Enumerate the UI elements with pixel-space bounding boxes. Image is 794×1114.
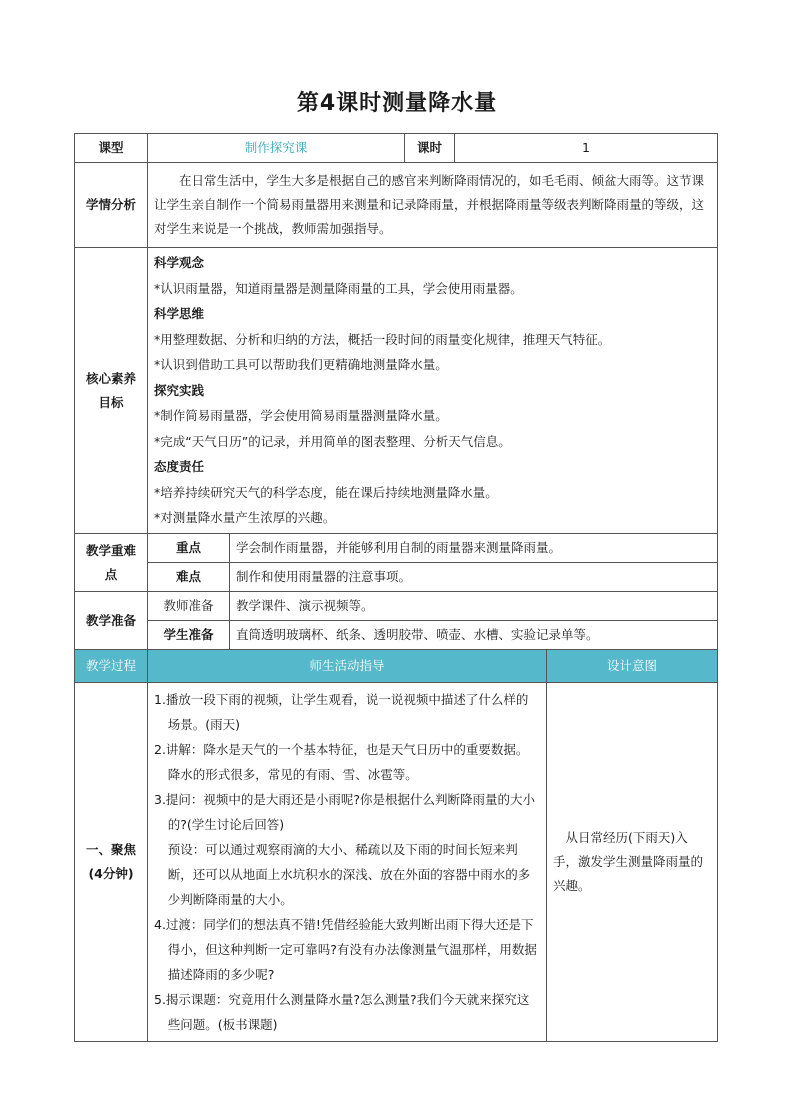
student-prep-row <box>75 621 718 650</box>
analysis-label: 学情分析 <box>75 163 148 248</box>
teacher-prep-label: 教师准备 <box>148 592 230 621</box>
student-prep-text: 直筒透明玻璃杯、纸条、透明胶带、喷壶、水槽、实验记录单等。 <box>230 621 718 650</box>
core-heading-thinking: 科学思维 <box>154 306 205 322</box>
key-row <box>75 534 718 563</box>
core-item: *认识到借助工具可以帮助我们更精确地测量降水量。 <box>154 357 448 373</box>
period-label: 课时 <box>405 134 455 163</box>
core-item: *完成“天气日历”的记录，并用简单的图表整理、分析天气信息。 <box>154 433 511 449</box>
stage-1-row <box>75 683 718 1042</box>
stage-1-step: 2.讲解：降水是天气的一个基本特征，也是天气日历中的重要数据。降水的形式很多，常见的有雨、雪、冰雹等。 <box>154 742 529 782</box>
stage-1-step: 5.揭示课题：究竟用什么测量降水量?怎么测量?我们今天就来探究这些问题。(板书课题) <box>154 992 530 1032</box>
teacher-prep-text: 教学课件、演示视频等。 <box>230 592 718 621</box>
process-col3-header: 设计意图 <box>547 650 718 683</box>
stage-1-title: 一、聚焦 <box>85 842 136 857</box>
core-label-line-2: 目标 <box>98 394 124 410</box>
stage-1-activities <box>148 683 547 1042</box>
keypoints-label: 教学重难点 <box>75 534 148 592</box>
core-item: *制作简易雨量器，学会使用简易雨量器测量降水量。 <box>154 408 448 424</box>
core-heading-concept: 科学观念 <box>154 255 205 271</box>
stage-1-step: 3.提问：视频中的是大雨还是小雨呢?你是根据什么判断降雨量的大小的?(学生讨论后回答) <box>154 792 536 832</box>
stage-1-design: 从日常经历(下雨天)入手，激发学生测量降雨量的兴趣。 <box>547 683 718 1042</box>
core-row <box>75 248 718 534</box>
lesson-plan-table <box>74 133 718 1042</box>
type-row <box>75 134 718 163</box>
core-item: *培养持续研究天气的科学态度，能在课后持续地测量降水量。 <box>154 484 498 500</box>
process-header-row <box>75 650 718 683</box>
stage-1-name <box>75 683 148 1042</box>
stage-1-step: 4.过渡：同学们的想法真不错!凭借经验能大致判断出雨下得大还是下得小，但这种判断一定可靠吗?有没有办法像测量气温那样，用数据描述降雨的多少呢? <box>154 917 537 982</box>
core-label <box>75 248 148 534</box>
difficulty-label: 难点 <box>148 563 230 592</box>
core-label-line-1: 核心素养 <box>85 370 136 386</box>
core-goals <box>148 248 718 534</box>
difficulty-row <box>75 563 718 592</box>
page-title: 第4课时测量降水量 <box>296 91 498 116</box>
core-heading-attitude: 态度责任 <box>154 459 205 475</box>
process-col2-header: 师生活动指导 <box>148 650 547 683</box>
student-prep-label: 学生准备 <box>148 621 230 650</box>
difficulty-text: 制作和使用雨量器的注意事项。 <box>230 563 718 592</box>
stage-1-time: (4分钟) <box>88 866 134 881</box>
analysis-row <box>75 163 718 248</box>
core-heading-practice: 探究实践 <box>154 382 205 398</box>
core-item: *用整理数据、分析和归纳的方法，概括一段时间的雨量变化规律，推理天气特征。 <box>154 331 611 347</box>
key-label: 重点 <box>148 534 230 563</box>
period-value: 1 <box>455 134 718 163</box>
process-col1-header: 教学过程 <box>75 650 148 683</box>
analysis-text: 在日常生活中，学生大多是根据自己的感官来判断降雨情况的，如毛毛雨、倾盆大雨等。这节课让学生亲自制作一个简易雨量器用来测量和记录降雨量，并根据降雨量等级表判断降雨量的等级，这对学生来说是一个挑战，教师需加强指导。 <box>148 163 718 248</box>
key-text: 学会制作雨量器，并能够利用自制的雨量器来测量降雨量。 <box>230 534 718 563</box>
stage-1-preset: 预设：可以通过观察雨滴的大小、稀疏以及下雨的时间长短来判断，还可以从地面上水坑积水的深浅、放在外面的容器中雨水的多少判断降雨量的大小。 <box>167 842 531 907</box>
type-value: 制作探究课 <box>148 134 405 163</box>
core-item: *对测量降水量产生浓厚的兴趣。 <box>154 510 336 526</box>
type-label: 课型 <box>75 134 148 163</box>
prep-label: 教学准备 <box>75 592 148 650</box>
teacher-prep-row <box>75 592 718 621</box>
core-item: *认识雨量器，知道雨量器是测量降雨量的工具，学会使用雨量器。 <box>154 280 523 296</box>
stage-1-step: 1.播放一段下雨的视频，让学生观看，说一说视频中描述了什么样的场景。(雨天) <box>154 692 529 732</box>
